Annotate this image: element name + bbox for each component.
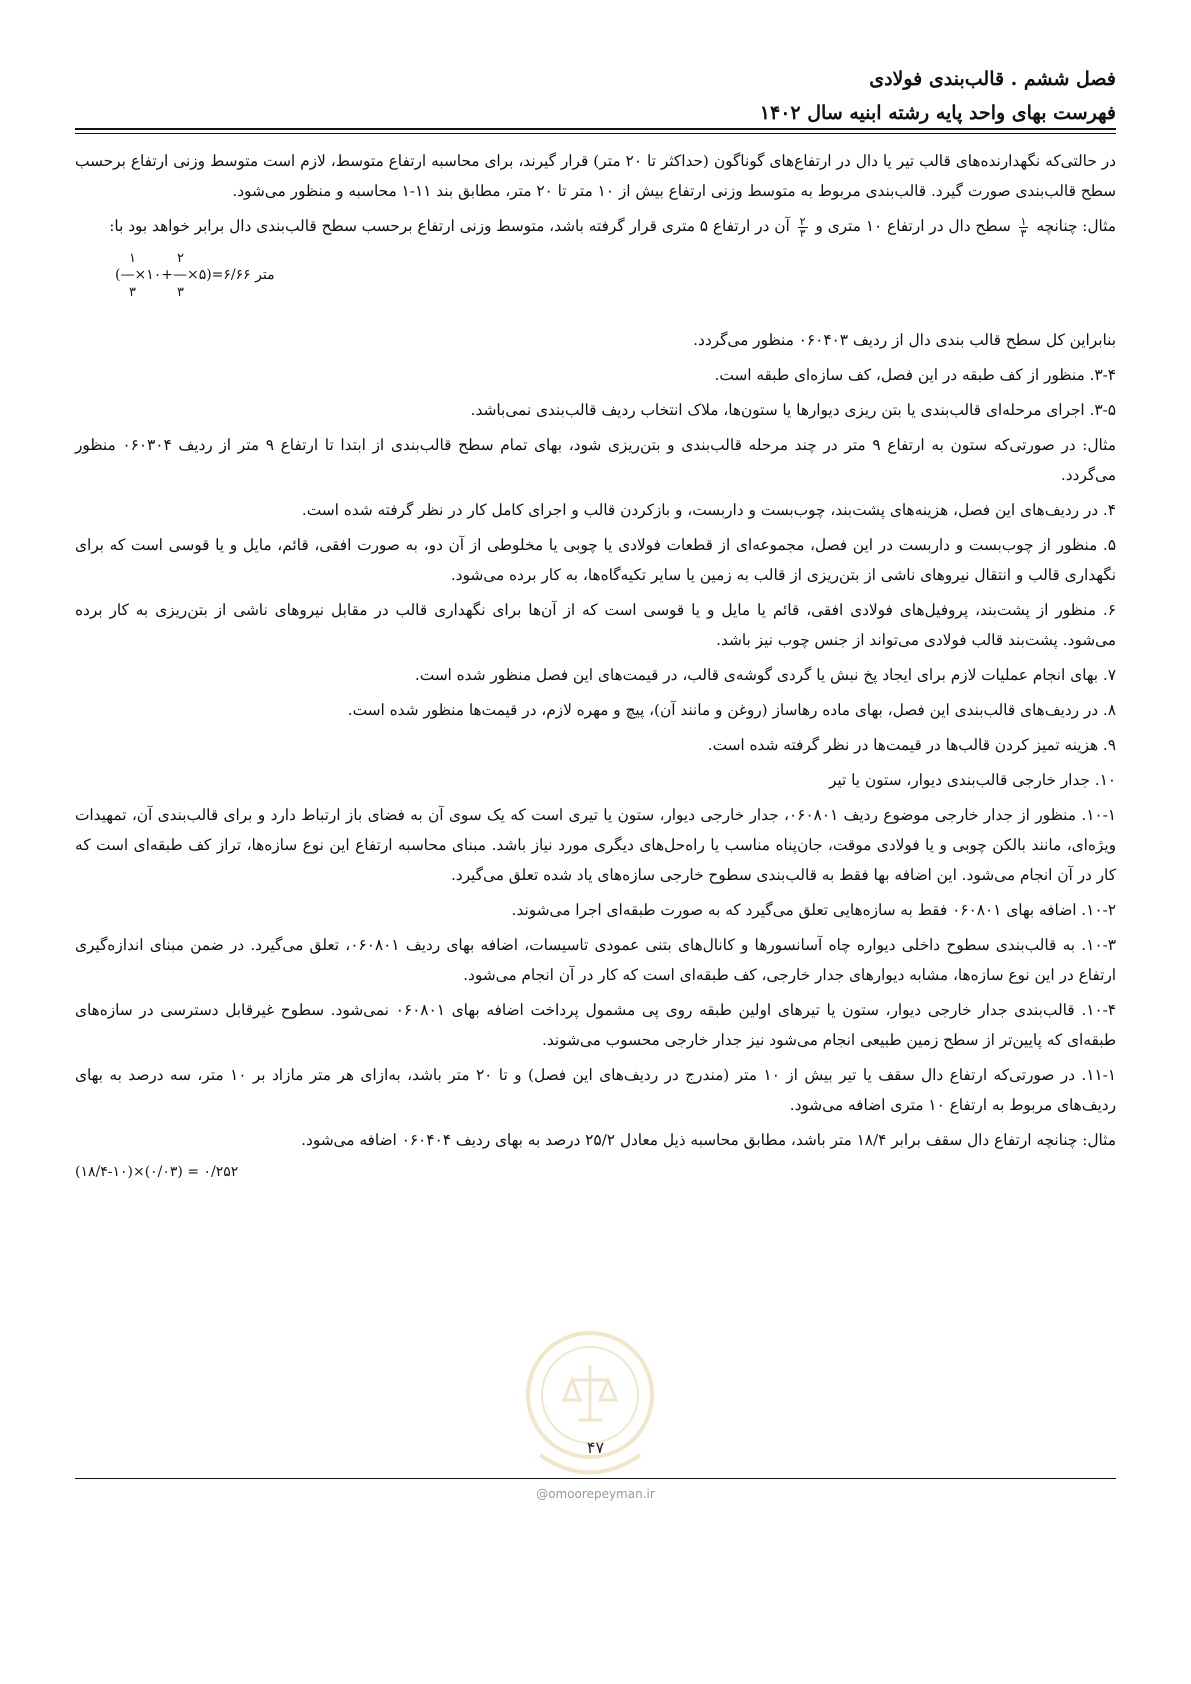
footer-rule	[75, 1478, 1116, 1479]
paragraph: مثال: چنانچه ارتفاع دال سقف برابر ۱۸/۴ متر باشد، مطابق محاسبه ذیل معادل ۲۵/۲ درصد به بهای ردیف ۰۶۰۴۰۴ اضافه می‌شود.	[301, 1131, 1116, 1149]
page-number: ۴۷	[586, 1438, 605, 1457]
example-text-c: آن در ارتفاع ۵ متری قرار گرفته باشد، متوسط وزنی ارتفاع برحسب سطح قالب‌بندی دال برابر خواهد بود با:	[109, 217, 790, 235]
header-rule-thin	[75, 133, 1116, 134]
percentage-formula: (۱۸/۴-۱۰)×(۰/۰۳) = ۰/۲۵۲	[75, 1164, 239, 1180]
paragraph: ۱۰-۳. به قالب‌بندی سطوح داخلی دیواره چاه آسانسورها و کانال‌های بتنی عمودی تاسیسات، اضافه بهای ردیف ۰۶۰۸۰۱، تعلق می‌گیرد. در ضمن مبنای اندازه‌گیری ارتفاع در این نوع سازه‌ها، مشابه دیوارهای جدار خارجی، کف طبقه‌ای است که کار در آن انجام می‌شود.	[75, 936, 1116, 984]
paragraph: ۶. منظور از پشت‌بند، پروفیل‌های فولادی افقی، قائم یا مایل و یا قوسی است که از آن‌ها برای نگهداری قالب در مقابل نیروهای ناشی از بتن‌ریزی به کار برده می‌شود. پشت‌بند قالب فولادی می‌تواند از جنس چوب نیز باشد.	[75, 601, 1116, 649]
paragraph: ۵. منظور از چوب‌بست و داربست در این فصل، مجموعه‌ای از قطعات فولادی یا چوبی یا مخلوطی از آن دو، به صورت افقی، قائم، مایل و یا قوسی است که برای نگهداری قالب و انتقال نیروهای ناشی از بتن‌ریزی از قالب به زمین یا سایر تکیه‌گاه‌ها، به کار برده می‌شود.	[75, 536, 1116, 584]
website-watermark: @omoorepeyman.ir	[536, 1487, 655, 1501]
paragraph: ۱۰-۱. منظور از جدار خارجی موضوع ردیف ۰۶۰۸۰۱، جدار خارجی دیوار، ستون یا تیری است که یک سوی آن به فضای باز ارتباط دارد و برای قالب‌بندی آن، تمهیدات ویژه‌ای، مانند بالکن چوبی و یا فولادی موقت، جان‌پناه مناسب یا راه‌حل‌های دیگری مورد نیاز باشد. مبنای محاسبه ارتفاع این نوع سازه‌ها، تراز کف طبقه‌ای است که کار در آن انجام می‌شود. این اضافه بها فقط به قالب‌بندی سطوح خارجی سازه‌های یاد شده تعلق می‌گیرد.	[75, 806, 1117, 884]
page-header	[76, 62, 1116, 130]
paragraph: ۱۱-۱. در صورتی‌که ارتفاع دال سقف یا تیر بیش از ۱۰ متر (مندرج در ردیف‌های این فصل) و تا ۲۰ متر باشد، به‌ازای هر متر مازاد بر ۱۰ متر، سه درصد به بهای ردیف‌های مربوط به ارتفاع ۱۰ متری اضافه می‌شود.	[75, 1066, 1117, 1114]
paragraph: ۱۰-۲. اضافه بهای ۰۶۰۸۰۱ فقط به سازه‌هایی تعلق می‌گیرد که به صورت طبقه‌ای اجرا می‌شوند.	[511, 901, 1116, 919]
chapter-title: فصل ششم . قالب‌بندی فولادی	[869, 68, 1116, 90]
watermark-seal-icon	[520, 1325, 660, 1495]
paragraph: ۳-۵. اجرای مرحله‌ای قالب‌بندی یا بتن ریزی دیوارها یا ستون‌ها، ملاک انتخاب ردیف قالب‌بندی نمی‌باشد.	[470, 401, 1116, 419]
paragraph: بنابراین کل سطح قالب بندی دال از ردیف ۰۶۰۴۰۳ منظور می‌گردد.	[693, 331, 1116, 349]
paragraph: ۷. بهای انجام عملیات لازم برای ایجاد پخ نبش یا گردی گوشه‌ی قالب، در قیمت‌های این فصل منظور شده است.	[414, 666, 1116, 684]
paragraph: ۴. در ردیف‌های این فصل، هزینه‌های پشت‌بند، چوب‌بست و داربست، و بازکردن قالب و اجرای کامل کار در نظر گرفته شده است.	[301, 501, 1116, 519]
body-text	[75, 146, 1116, 1184]
formula-numerator-2: ۲	[177, 251, 184, 266]
height-formula	[115, 251, 1116, 303]
paragraph: مثال: در صورتی‌که ستون به ارتفاع ۹ متر در چند مرحله قالب‌بندی و بتن‌ریزی شود، بهای تمام سطح قالب‌بندی از ابتدا تا ارتفاع ۹ متر از ردیف ۰۶۰۳۰۴ منظور می‌گردد.	[75, 436, 1116, 484]
header-rule-thick	[75, 128, 1116, 130]
paragraph: ۹. هزینه تمیز کردن قالب‌ها در قیمت‌ها در نظر گرفته شده است.	[707, 736, 1116, 754]
paragraph: ۱۰-۴. قالب‌بندی جدار خارجی دیوار، ستون یا تیرهای اولین طبقه روی پی مشمول پرداخت اضافه بهای ۰۶۰۸۰۱ نمی‌شود. سطوح غیرقابل دسترسی در سازه‌های طبقه‌ای که پایین‌تر از سطح زمین طبیعی انجام می‌شود نیز جدار خارجی محسوب می‌شوند.	[75, 1001, 1117, 1049]
paragraph: ۸. در ردیف‌های قالب‌بندی این فصل، بهای ماده رهاساز (روغن و مانند آن)، پیچ و مهره لازم، در قیمت‌ها منظور شده است.	[347, 701, 1116, 719]
paragraph: ۳-۴. منظور از کف طبقه در این فصل، کف سازه‌ای طبقه است.	[714, 366, 1116, 384]
formula-numerator-1: ۱	[129, 251, 136, 266]
example-paragraph	[75, 211, 1116, 241]
formula-denominator-1: ۳	[129, 285, 136, 300]
fraction-one-third: $\frac{۱}{۳}$	[1020, 214, 1027, 240]
example-text-a: مثال: چنانچه	[1036, 217, 1116, 235]
book-title: فهرست بهای واحد پایه رشته ابنیه سال ۱۴۰۲	[759, 102, 1116, 124]
example-text-b: سطح دال در ارتفاع ۱۰ متری و	[815, 217, 1011, 235]
formula-denominator-2: ۳	[177, 285, 184, 300]
formula-line: (—×۱۰+—×۵)=۶/۶۶ متر	[115, 267, 275, 283]
section-heading: ۱۰. جدار خارجی قالب‌بندی دیوار، ستون یا تیر	[828, 771, 1116, 789]
fraction-two-thirds: $\frac{۲}{۳}$	[799, 214, 806, 240]
paragraph: در حالتی‌که نگهدارنده‌های قالب تیر یا دال در ارتفاع‌های گوناگون (حداکثر تا ۲۰ متر) قرار گیرند، برای محاسبه ارتفاع متوسط، لازم است متوسط وزنی ارتفاع برحسب سطح قالب‌بندی صورت گیرد. قالب‌بندی مربوط به متوسط وزنی ارتفاع بیش از ۱۰ متر تا ۲۰ متر، مطابق بند ۱۱-۱ محاسبه و منظور می‌شود.	[75, 152, 1116, 200]
